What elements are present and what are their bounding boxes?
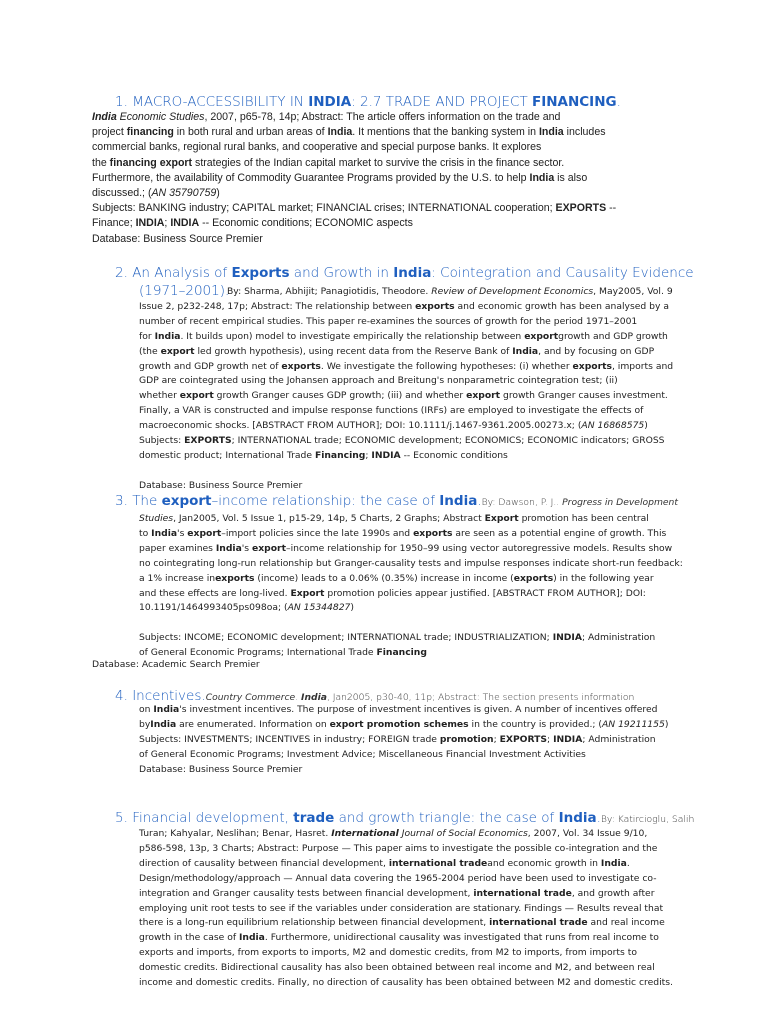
body-line: byIndia are enumerated. Information on export promotion schemes in the country is provided.; (AN 19211155)	[139, 718, 669, 730]
entry-title-text: Financial development, trade and growth triangle: the case of India.	[132, 810, 601, 826]
body-line: Turan; Kahyalar, Neslihan; Benar, Hasret. International Journal of Social Economics, 2007, Vol. 34 Issue 9/10,	[139, 828, 648, 839]
body-line: there is a long-run equilibrium relationship between financial development, international trade and real income	[139, 917, 665, 929]
entry-4-body	[139, 703, 679, 778]
entry-5-title[interactable]	[115, 810, 694, 828]
entry-5-body	[139, 827, 684, 991]
body-line: Database: Business Source Premier	[139, 479, 303, 491]
entry-1-title[interactable]	[115, 94, 621, 111]
body-line: Database: Business Source Premier	[92, 232, 263, 245]
body-line: income and domestic credits. Finally, no direction of causality has been obtained between M2 and domestic credits.	[139, 977, 673, 989]
body-line: Studies, Jan2005, Vol. 5 Issue 1, p15-29, 14p, 5 Charts, 2 Graphs; Abstract Export promotion has been central	[139, 513, 649, 524]
entry-2-title[interactable]	[115, 265, 694, 282]
body-line: no cointegrating long-run relationship but Granger-causality tests and impulse responses indicate short-run feedback:	[139, 557, 683, 569]
body-line: Issue 2, p232-248, 17p; Abstract: The relationship between exports and economic growth has been analysed by a	[139, 300, 669, 312]
body-line: integration and Granger causality tests between financial development, international trade, and growth after	[139, 887, 655, 899]
body-line: GDP are cointegrated using the Johansen approach and Breitung's nonparametric cointegration test; (ii)	[139, 375, 618, 387]
body-line: India Economic Studies, 2007, p65-78, 14p; Abstract: The article offers information on the trade and	[92, 111, 561, 123]
body-line: domestic product; International Trade Financing; INDIA -- Economic conditions	[139, 449, 508, 461]
entry-title-text: An Analysis of Exports and Growth in India: Cointegration and Causality Evidence	[132, 265, 694, 281]
entry-number: 4.	[115, 688, 128, 704]
body-line: Subjects: EXPORTS; INTERNATIONAL trade; ECONOMIC development; ECONOMICS; ECONOMIC indicators; GROSS	[139, 435, 665, 447]
body-line: the financing export strategies of the Indian capital market to survive the crisis in the finance sector.	[92, 156, 565, 169]
body-line: commercial banks, regional rural banks, and cooperative and special purpose banks. It explores	[92, 141, 542, 154]
entry-title-text: The export–income relationship: the case of India.	[132, 493, 482, 509]
entry-3-title[interactable]	[115, 493, 678, 511]
body-line: discussed.; (AN 35790759)	[92, 187, 220, 200]
entry-2-body	[139, 285, 679, 494]
body-line: 10.1191/1464993405ps098oa; (AN 15344827)	[139, 602, 354, 614]
body-line: Finance; INDIA; INDIA -- Economic conditions; ECONOMIC aspects	[92, 217, 413, 230]
entry-3-database: Database: Academic Search Premier	[92, 659, 260, 670]
body-line: for India. It builds upon) model to investigate empirically the relationship between exportgrowth and GDP growth	[139, 330, 668, 342]
entry-title-tail: By: Dawson, P. J.. Progress in Development	[481, 497, 678, 508]
body-line: and these effects are long-lived. Export promotion policies appear justified. [ABSTRACT FROM AUTHOR]; DOI:	[139, 587, 646, 599]
entry-1-body	[92, 110, 682, 247]
entry-title-text: Incentives.	[132, 688, 206, 704]
body-line: paper examines India's export–income relationship for 1950–99 using vector autoregressive models. Results show	[139, 542, 673, 554]
body-line: number of recent empirical studies. This paper re-examines the sources of growth for the period 1971–2001	[139, 315, 638, 327]
entry-title-line2: (1971–2001).	[139, 283, 230, 299]
body-line: Furthermore, the availability of Commodity Guarantee Programs provided by the U.S. to help India is also	[92, 171, 588, 184]
body-line: Database: Business Source Premier	[139, 763, 303, 775]
body-line	[139, 464, 679, 479]
entry-number: 5.	[115, 810, 128, 826]
entry-3-body	[139, 512, 683, 661]
body-line: of General Economic Programs; Investment Advice; Miscellaneous Financial Investment Activities	[139, 748, 586, 760]
body-line: domestic credits. Bidirectional causality has also been obtained between real income and M2, and between real	[139, 962, 655, 974]
body-line: (the export led growth hypothesis), using recent data from the Reserve Bank of India, and by focusing on GDP	[139, 345, 655, 357]
entry-title-tail: By: Katircioglu, Salih	[600, 814, 695, 825]
entry-number: 2.	[115, 265, 128, 281]
entry-title-tail: Country Commerce. India, Jan2005, p30-40, 11p; Abstract: The section presents information	[205, 692, 635, 703]
entry-number: 1.	[115, 94, 128, 110]
entry-title-text: MACRO-ACCESSIBILITY IN INDIA: 2.7 TRADE AND PROJECT FINANCING.	[132, 94, 621, 110]
body-line: direction of causality between financial development, international tradeand economic growth in India.	[139, 857, 630, 869]
body-line: whether export growth Granger causes GDP growth; (iii) and whether export growth Granger causes investment.	[139, 390, 668, 402]
body-line	[139, 616, 679, 631]
body-line: growth in the case of India. Furthermore, unidirectional causality was investigated that runs from real income to	[139, 932, 659, 944]
body-line: By: Sharma, Abhijit; Panagiotidis, Theodore. Review of Development Economics, May2005, Vol. 9	[227, 286, 673, 297]
body-line: Subjects: INVESTMENTS; INCENTIVES in industry; FOREIGN trade promotion; EXPORTS; INDIA; Administration	[139, 733, 656, 745]
body-line: project financing in both rural and urban areas of India. It mentions that the banking system in India includes	[92, 126, 606, 139]
body-line: to India's export–import policies since the late 1990s and exports are seen as a potential engine of growth. This	[139, 527, 667, 539]
body-line: employing unit root tests to see if the variables under consideration are stationary. Findings — Results reveal that	[139, 902, 664, 914]
body-line: Finally, a VAR is constructed and impulse response functions (IRFs) are employed to investigate the effects of	[139, 405, 644, 417]
body-line: Subjects: BANKING industry; CAPITAL market; FINANCIAL crises; INTERNATIONAL cooperation; EXPORTS --	[92, 202, 617, 215]
body-line: a 1% increase inexports (income) leads to a 0.06% (0.35%) increase in income (exports) in the following year	[139, 572, 654, 584]
entry-number: 3.	[115, 493, 128, 509]
body-line: Subjects: INCOME; ECONOMIC development; INTERNATIONAL trade; INDUSTRIALIZATION; INDIA; Administration	[139, 632, 656, 644]
body-line: p586-598, 13p, 3 Charts; Abstract: Purpose — This paper aims to investigate the possible co-integration and the	[139, 842, 658, 854]
body-line: macroeconomic shocks. [ABSTRACT FROM AUTHOR]; DOI: 10.1111/j.1467-9361.2005.00273.x; (AN 16868575)	[139, 420, 648, 432]
body-line: growth and GDP growth net of exports. We investigate the following hypotheses: (i) whether exports, imports and	[139, 360, 674, 372]
body-line: exports and imports, from exports to imports, M2 and domestic credits, from M2 to imports, from imports to	[139, 947, 637, 959]
body-line: Design/methodology/approach — Annual data covering the 1965-2004 period have been used to investigate co-	[139, 872, 657, 884]
body-line: of General Economic Programs; International Trade Financing	[139, 647, 427, 659]
body-line: on India's investment incentives. The purpose of investment incentives is given. A number of incentives offered	[139, 704, 658, 715]
